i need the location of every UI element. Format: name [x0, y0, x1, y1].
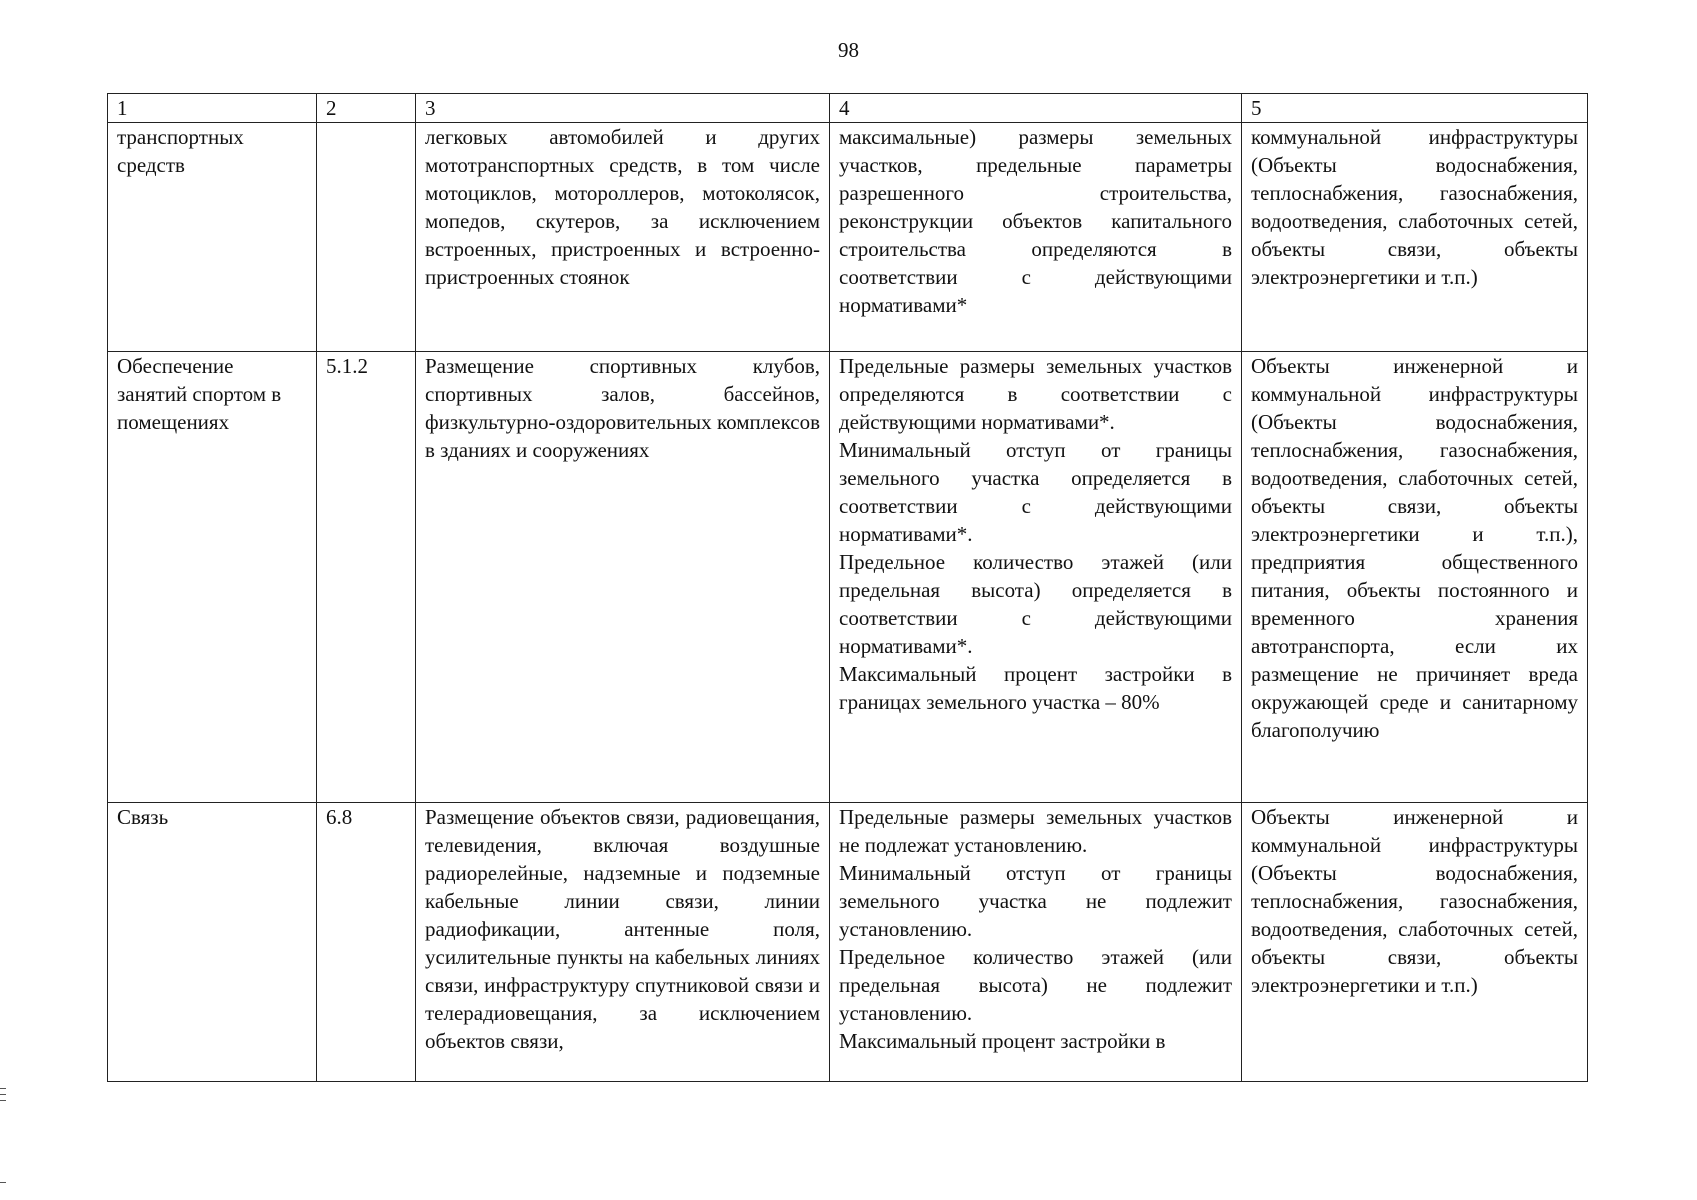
table-row: [108, 352, 1588, 803]
table-row: [108, 123, 1588, 352]
table-header-row: [108, 94, 1588, 123]
parameter-line: Предельное количество этажей (или предельная высота) определяется в соответствии с действующими нормативами*.: [839, 550, 1232, 658]
parameter-line: Максимальный процент застройки в границах земельного участка – 80%: [839, 662, 1232, 714]
use-parameters-cell: [830, 123, 1242, 352]
use-name-cell: Связь: [108, 803, 317, 1082]
use-description-cell: Размещение объектов связи, радиовещания, телевидения, включая воздушные радиорелейные, надземные и подземные кабельные линии связи, линии радиофикации, антенные поля, усилительные пункты на кабельных линиях связи, инфраструктуру спутниковой связи и телерадиовещания, за исключением объектов связи,: [416, 803, 830, 1082]
auxiliary-uses-cell: Объекты инженерной и коммунальной инфраструктуры (Объекты водоснабжения, теплоснабжения, газоснабжения, водоотведения, слаботочных сетей, объекты связи, объекты электроэнергетики и т.п.), предприятия общественного питания, объекты постоянного и временного хранения автотранспорта, если их размещение не причиняет вреда окружающей среде и санитарному благополучию: [1242, 352, 1588, 803]
page-number: 98: [838, 38, 859, 62]
use-name-cell: Обеспечение занятий спортом в помещениях: [108, 352, 317, 803]
use-code-cell: [317, 123, 416, 352]
parameter-line: Предельные размеры земельных участков определяются в соответствии с действующими нормативами*.: [839, 354, 1232, 434]
use-code-cell: 6.8: [317, 803, 416, 1082]
use-description-cell: Размещение спортивных клубов, спортивных залов, бассейнов, физкультурно-оздоровительных комплексов в зданиях и сооружениях: [416, 352, 830, 803]
parameter-line: Максимальный процент застройки в: [839, 1029, 1166, 1053]
scan-edge-mark: [0, 1094, 6, 1095]
use-parameters-cell: [830, 803, 1242, 1082]
use-name-cell: транспортных средств: [108, 123, 317, 352]
parameter-line: Предельные размеры земельных участков не подлежат установлению.: [839, 805, 1232, 857]
use-code-cell: 5.1.2: [317, 352, 416, 803]
parameter-line: Минимальный отступ от границы земельного участка определяется в соответствии с действующими нормативами*.: [839, 438, 1232, 546]
auxiliary-uses-cell: коммунальной инфраструктуры (Объекты водоснабжения, теплоснабжения, газоснабжения, водоотведения, слаботочных сетей, объекты связи, объекты электроэнергетики и т.п.): [1242, 123, 1588, 352]
parameter-line: Минимальный отступ от границы земельного участка не подлежит установлению.: [839, 861, 1232, 941]
table-row: [108, 803, 1588, 1082]
column-header-3: 3: [416, 94, 830, 123]
regulations-table: [107, 93, 1588, 1082]
column-header-4: 4: [830, 94, 1242, 123]
scan-edge-mark: [0, 1100, 6, 1101]
parameter-line: Предельное количество этажей (или предельная высота) не подлежит установлению.: [839, 945, 1232, 1025]
scan-edge-mark: [0, 1088, 6, 1089]
column-header-5: 5: [1242, 94, 1588, 123]
column-header-1: 1: [108, 94, 317, 123]
use-description-cell: легковых автомобилей и других мототранспортных средств, в том числе мотоциклов, мотороллеров, мотоколясок, мопедов, скутеров, за исключением встроенных, пристроенных и встроенно-пристроенных стоянок: [416, 123, 830, 352]
parameter-line: максимальные) размеры земельных участков, предельные параметры разрешенного строительства, реконструкции объектов капитального строительства определяются в соответствии с действующими нормативами*: [839, 125, 1232, 317]
use-parameters-cell: [830, 352, 1242, 803]
column-header-2: 2: [317, 94, 416, 123]
auxiliary-uses-cell: Объекты инженерной и коммунальной инфраструктуры (Объекты водоснабжения, теплоснабжения, газоснабжения, водоотведения, слаботочных сетей, объекты связи, объекты электроэнергетики и т.п.): [1242, 803, 1588, 1082]
scan-edge-mark: [0, 1182, 6, 1183]
